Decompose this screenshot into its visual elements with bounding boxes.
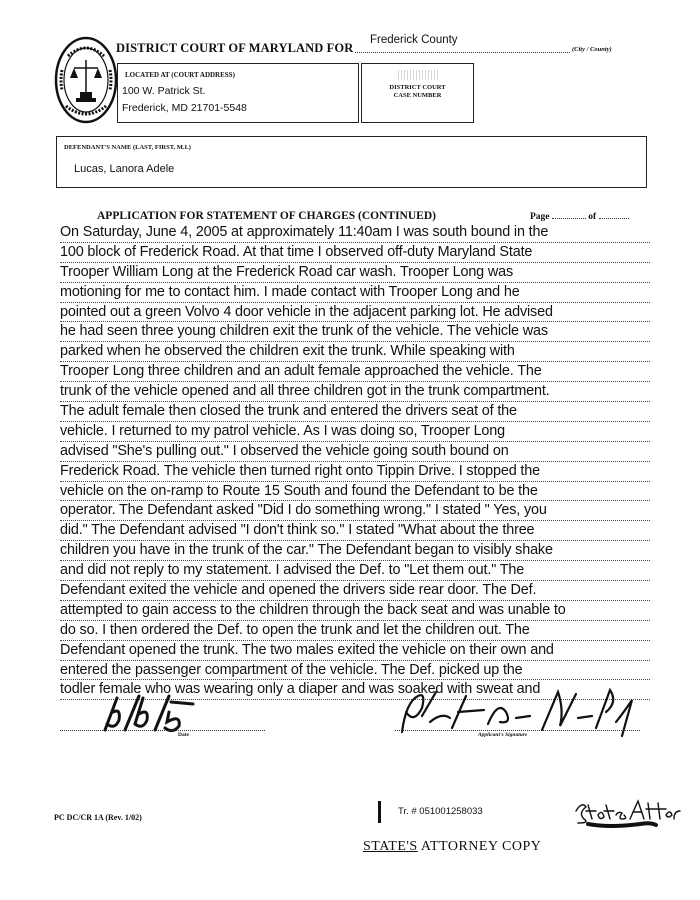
copy-label-prefix: STATE'S: [363, 839, 418, 854]
court-seal-icon: [54, 36, 118, 124]
case-number-smudge: [398, 70, 438, 80]
handwritten-date: [95, 690, 220, 735]
narrative-text: [60, 223, 650, 700]
narrative-line: children you have in the trunk of the car." The Defendant began to visibly shake: [60, 541, 650, 561]
states-attorney-copy-label: [363, 839, 541, 855]
page-number-blank: [552, 210, 586, 219]
narrative-line: vehicle. I returned to my patrol vehicle. As I was doing so, Trooper Long: [60, 422, 650, 442]
defendant-name-label: DEFENDANT'S NAME (LAST, FIRST, M.I.): [64, 144, 191, 151]
applicant-signature-line: [395, 730, 640, 731]
narrative-line: Defendant opened the trunk. The two males exited the vehicle on their own and: [60, 641, 650, 661]
narrative-line: Trooper William Long at the Frederick Road car wash. Trooper Long was: [60, 263, 650, 283]
date-line: [60, 730, 265, 731]
narrative-line: motioning for me to contact him. I made contact with Trooper Long and he: [60, 283, 650, 303]
located-at-label: LOCATED AT (COURT ADDRESS): [125, 71, 235, 79]
narrative-line: attempted to gain access to the children through the back seat and was unable to: [60, 601, 650, 621]
court-address-line1: 100 W. Patrick St.: [122, 85, 206, 97]
county-underline: [355, 52, 570, 53]
footer-divider: [378, 801, 381, 823]
county-value: Frederick County: [370, 34, 458, 46]
narrative-line: trunk of the vehicle opened and all three children got in the trunk compartment.: [60, 382, 650, 402]
date-label: Date: [178, 732, 189, 738]
narrative-line: entered the passenger compartment of the vehicle. The Def. picked up the: [60, 661, 650, 681]
narrative-line: pointed out a green Volvo 4 door vehicle in the adjacent parking lot. He advised: [60, 303, 650, 323]
tracking-number: Tr. # 051001258033: [398, 806, 483, 817]
narrative-line: advised "She's pulling out." I observed the vehicle going south bound on: [60, 442, 650, 462]
narrative-line: and did not reply to my statement. I advised the Def. to "Let them out." The: [60, 561, 650, 581]
narrative-line: do so. I then ordered the Def. to open the trunk and let the children out. The: [60, 621, 650, 641]
narrative-line: operator. The Defendant asked "Did I do something wrong." I stated " Yes, you: [60, 501, 650, 521]
narrative-line: todler female who was wearing only a diaper and was soaked with sweat and: [60, 680, 650, 700]
case-number-label: [362, 84, 473, 100]
narrative-line: The adult female then closed the trunk and entered the drivers seat of the: [60, 402, 650, 422]
applicant-signature-label: Applicant's Signature: [478, 732, 528, 738]
defendant-name-value: Lucas, Lanora Adele: [74, 163, 175, 175]
narrative-line: he had seen three young children exit the trunk of the vehicle. The vehicle was: [60, 322, 650, 342]
narrative-line: Trooper Long three children and an adult female approached the vehicle. The: [60, 362, 650, 382]
court-address-line2: Frederick, MD 21701-5548: [122, 102, 247, 114]
case-label-line1: DISTRICT COURT: [389, 84, 446, 91]
city-county-label: (City / County): [572, 46, 612, 53]
narrative-line: Frederick Road. The vehicle then turned right onto Tippin Drive. I stopped the: [60, 462, 650, 482]
court-title: DISTRICT COURT OF MARYLAND FOR: [116, 41, 354, 55]
states-attorney-handwriting: [570, 797, 685, 829]
court-address-box: [117, 63, 359, 123]
page-of-indicator: [530, 210, 629, 222]
narrative-line: did." The Defendant advised "I don't think so." I stated "What about the three: [60, 521, 650, 541]
application-heading: APPLICATION FOR STATEMENT OF CHARGES (CONTINUED): [97, 210, 436, 222]
defendant-box: [56, 136, 647, 188]
case-label-line2: CASE NUMBER: [393, 92, 442, 99]
page-label: Page: [530, 212, 550, 222]
narrative-line: 100 block of Frederick Road. At that time I observed off-duty Maryland State: [60, 243, 650, 263]
copy-label-suffix: ATTORNEY COPY: [420, 839, 542, 854]
narrative-line: Defendant exited the vehicle and opened the drivers side rear door. The Def.: [60, 581, 650, 601]
case-number-box: [361, 63, 474, 123]
of-label: of: [588, 212, 597, 222]
narrative-line: vehicle on the on-ramp to Route 15 South and found the Defendant to be the: [60, 482, 650, 502]
narrative-line: On Saturday, June 4, 2005 at approximately 11:40am I was south bound in the: [60, 223, 650, 243]
form-code: PC DC/CR 1A (Rev. 1/02): [54, 813, 142, 822]
narrative-line: parked when he observed the children exit the trunk. While speaking with: [60, 342, 650, 362]
page-total-blank: [599, 210, 629, 219]
